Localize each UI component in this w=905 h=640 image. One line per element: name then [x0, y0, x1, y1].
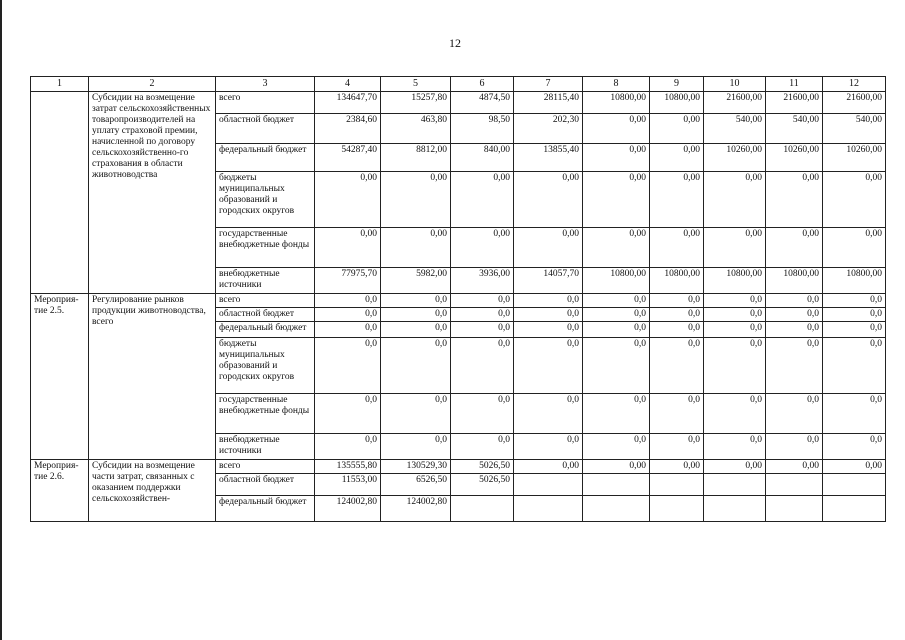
- measure-code: Мероприя-тие 2.5.: [31, 294, 89, 460]
- measure-description: Регулирование рынков продукции животноводства, всего: [89, 294, 216, 460]
- value-cell: 14057,70: [514, 268, 583, 294]
- value-cell: 540,00: [704, 114, 766, 144]
- scan-left-edge: [0, 0, 2, 640]
- value-cell: 463,80: [381, 114, 451, 144]
- value-cell: 0,0: [451, 308, 514, 322]
- value-cell: 0,00: [650, 172, 704, 228]
- value-cell: 0,0: [451, 394, 514, 434]
- value-cell: 0,0: [381, 394, 451, 434]
- budget-table: [30, 76, 886, 522]
- value-cell: 98,50: [451, 114, 514, 144]
- value-cell: [650, 474, 704, 496]
- value-cell: 77975,70: [315, 268, 381, 294]
- value-cell: 0,0: [583, 338, 650, 394]
- value-cell: 0,00: [315, 228, 381, 268]
- value-cell: 54287,40: [315, 144, 381, 172]
- value-cell: [583, 496, 650, 522]
- value-cell: 0,0: [514, 308, 583, 322]
- value-cell: 10800,00: [583, 92, 650, 114]
- value-cell: 0,0: [315, 308, 381, 322]
- value-cell: 0,00: [583, 460, 650, 474]
- value-cell: 0,0: [583, 394, 650, 434]
- funding-source: всего: [216, 92, 315, 114]
- value-cell: 0,0: [766, 394, 823, 434]
- value-cell: 0,0: [823, 434, 886, 460]
- value-cell: 134647,70: [315, 92, 381, 114]
- value-cell: 21600,00: [704, 92, 766, 114]
- value-cell: 0,00: [650, 114, 704, 144]
- value-cell: [704, 474, 766, 496]
- value-cell: 0,00: [704, 460, 766, 474]
- col-header: 1: [31, 77, 89, 92]
- funding-source: государственные внебюджетные фонды: [216, 228, 315, 268]
- value-cell: 11553,00: [315, 474, 381, 496]
- value-cell: 0,0: [650, 294, 704, 308]
- funding-source: федеральный бюджет: [216, 322, 315, 338]
- value-cell: [704, 496, 766, 522]
- value-cell: 124002,80: [315, 496, 381, 522]
- value-cell: 0,0: [381, 434, 451, 460]
- measure-description: Субсидии на возмещение части затрат, связанных с оказанием поддержки сельскохозяйствен-: [89, 460, 216, 522]
- value-cell: 0,0: [583, 322, 650, 338]
- value-cell: 0,0: [823, 394, 886, 434]
- value-cell: 0,0: [766, 434, 823, 460]
- value-cell: 0,0: [451, 338, 514, 394]
- value-cell: 0,00: [583, 114, 650, 144]
- value-cell: 0,00: [766, 460, 823, 474]
- value-cell: 0,00: [704, 228, 766, 268]
- value-cell: 0,0: [823, 308, 886, 322]
- funding-source: областной бюджет: [216, 474, 315, 496]
- value-cell: 10260,00: [766, 144, 823, 172]
- col-header: 4: [315, 77, 381, 92]
- value-cell: 0,00: [583, 172, 650, 228]
- value-cell: 0,0: [451, 322, 514, 338]
- funding-source: областной бюджет: [216, 308, 315, 322]
- value-cell: 0,0: [315, 434, 381, 460]
- value-cell: [766, 496, 823, 522]
- value-cell: 0,0: [583, 294, 650, 308]
- value-cell: 0,0: [315, 294, 381, 308]
- funding-source: государственные внебюджетные фонды: [216, 394, 315, 434]
- value-cell: 0,0: [315, 338, 381, 394]
- value-cell: 0,00: [514, 228, 583, 268]
- funding-source: внебюджетные источники: [216, 434, 315, 460]
- col-header: 11: [766, 77, 823, 92]
- value-cell: 0,0: [650, 308, 704, 322]
- value-cell: 2384,60: [315, 114, 381, 144]
- value-cell: 0,00: [583, 144, 650, 172]
- value-cell: 0,00: [514, 460, 583, 474]
- value-cell: 10260,00: [823, 144, 886, 172]
- value-cell: [514, 474, 583, 496]
- value-cell: [823, 496, 886, 522]
- value-cell: 4874,50: [451, 92, 514, 114]
- measure-code: [31, 92, 89, 294]
- value-cell: 0,0: [650, 322, 704, 338]
- funding-source: всего: [216, 294, 315, 308]
- value-cell: 0,0: [451, 434, 514, 460]
- value-cell: 0,00: [583, 228, 650, 268]
- value-cell: [650, 496, 704, 522]
- value-cell: 10800,00: [583, 268, 650, 294]
- col-header: 9: [650, 77, 704, 92]
- value-cell: 28115,40: [514, 92, 583, 114]
- value-cell: [823, 474, 886, 496]
- value-cell: 10260,00: [704, 144, 766, 172]
- value-cell: 0,00: [451, 172, 514, 228]
- col-header: 5: [381, 77, 451, 92]
- value-cell: 0,0: [704, 434, 766, 460]
- col-header: 12: [823, 77, 886, 92]
- table-row: [31, 460, 886, 474]
- value-cell: [514, 496, 583, 522]
- value-cell: 0,00: [704, 172, 766, 228]
- value-cell: 0,00: [451, 228, 514, 268]
- value-cell: 0,0: [704, 394, 766, 434]
- value-cell: 0,0: [381, 308, 451, 322]
- value-cell: 0,00: [381, 172, 451, 228]
- value-cell: 0,00: [650, 228, 704, 268]
- page-number: 12: [449, 36, 461, 50]
- value-cell: 0,00: [823, 172, 886, 228]
- value-cell: 0,0: [704, 294, 766, 308]
- value-cell: 0,0: [381, 338, 451, 394]
- value-cell: 0,0: [823, 338, 886, 394]
- value-cell: 0,00: [650, 144, 704, 172]
- value-cell: 5982,00: [381, 268, 451, 294]
- col-header: 10: [704, 77, 766, 92]
- value-cell: 540,00: [823, 114, 886, 144]
- measure-description: Субсидии на возмещение затрат сельскохозяйственных товаропроизводителей на уплату страховой премии, начисленной по договору сельскохозяйственно-го страхования в области животноводства: [89, 92, 216, 294]
- table-row: [31, 294, 886, 308]
- col-header: 2: [89, 77, 216, 92]
- value-cell: [451, 496, 514, 522]
- funding-source: федеральный бюджет: [216, 144, 315, 172]
- value-cell: 0,0: [766, 308, 823, 322]
- value-cell: 135555,80: [315, 460, 381, 474]
- value-cell: [583, 474, 650, 496]
- value-cell: 124002,80: [381, 496, 451, 522]
- value-cell: 0,0: [315, 322, 381, 338]
- measure-code: Мероприя-тие 2.6.: [31, 460, 89, 522]
- value-cell: 0,00: [514, 172, 583, 228]
- table-row: [31, 92, 886, 114]
- funding-source: бюджеты муниципальных образований и городских округов: [216, 338, 315, 394]
- value-cell: 0,0: [766, 322, 823, 338]
- value-cell: 0,0: [514, 322, 583, 338]
- value-cell: 21600,00: [823, 92, 886, 114]
- value-cell: 0,0: [766, 294, 823, 308]
- value-cell: 10800,00: [823, 268, 886, 294]
- value-cell: 130529,30: [381, 460, 451, 474]
- value-cell: 5026,50: [451, 474, 514, 496]
- value-cell: 0,0: [583, 308, 650, 322]
- value-cell: 6526,50: [381, 474, 451, 496]
- value-cell: 0,00: [650, 460, 704, 474]
- value-cell: 0,0: [650, 434, 704, 460]
- col-header: 3: [216, 77, 315, 92]
- funding-source: внебюджетные источники: [216, 268, 315, 294]
- funding-source: федеральный бюджет: [216, 496, 315, 522]
- value-cell: 0,0: [315, 394, 381, 434]
- value-cell: 0,0: [766, 338, 823, 394]
- value-cell: 10800,00: [650, 92, 704, 114]
- value-cell: 13855,40: [514, 144, 583, 172]
- value-cell: 0,0: [451, 294, 514, 308]
- value-cell: 0,0: [514, 338, 583, 394]
- value-cell: 0,0: [704, 308, 766, 322]
- value-cell: 0,0: [650, 338, 704, 394]
- value-cell: 0,00: [766, 172, 823, 228]
- value-cell: 540,00: [766, 114, 823, 144]
- value-cell: 0,00: [381, 228, 451, 268]
- funding-source: всего: [216, 460, 315, 474]
- value-cell: 0,0: [704, 338, 766, 394]
- value-cell: 0,0: [381, 322, 451, 338]
- value-cell: 0,00: [823, 228, 886, 268]
- value-cell: 5026,50: [451, 460, 514, 474]
- value-cell: 840,00: [451, 144, 514, 172]
- col-header: 6: [451, 77, 514, 92]
- value-cell: 0,0: [823, 322, 886, 338]
- value-cell: [766, 474, 823, 496]
- value-cell: 0,00: [315, 172, 381, 228]
- value-cell: 0,00: [823, 460, 886, 474]
- value-cell: 10800,00: [704, 268, 766, 294]
- value-cell: 0,0: [704, 322, 766, 338]
- funding-source: областной бюджет: [216, 114, 315, 144]
- value-cell: 10800,00: [766, 268, 823, 294]
- value-cell: 0,0: [381, 294, 451, 308]
- col-header: 7: [514, 77, 583, 92]
- value-cell: 8812,00: [381, 144, 451, 172]
- value-cell: 3936,00: [451, 268, 514, 294]
- value-cell: 0,0: [583, 434, 650, 460]
- funding-source: бюджеты муниципальных образований и городских округов: [216, 172, 315, 228]
- value-cell: 21600,00: [766, 92, 823, 114]
- value-cell: 15257,80: [381, 92, 451, 114]
- value-cell: 0,00: [766, 228, 823, 268]
- value-cell: 0,0: [514, 434, 583, 460]
- value-cell: 10800,00: [650, 268, 704, 294]
- value-cell: 0,0: [514, 394, 583, 434]
- value-cell: 0,0: [650, 394, 704, 434]
- value-cell: 202,30: [514, 114, 583, 144]
- value-cell: 0,0: [514, 294, 583, 308]
- column-number-row: [31, 77, 886, 92]
- col-header: 8: [583, 77, 650, 92]
- value-cell: 0,0: [823, 294, 886, 308]
